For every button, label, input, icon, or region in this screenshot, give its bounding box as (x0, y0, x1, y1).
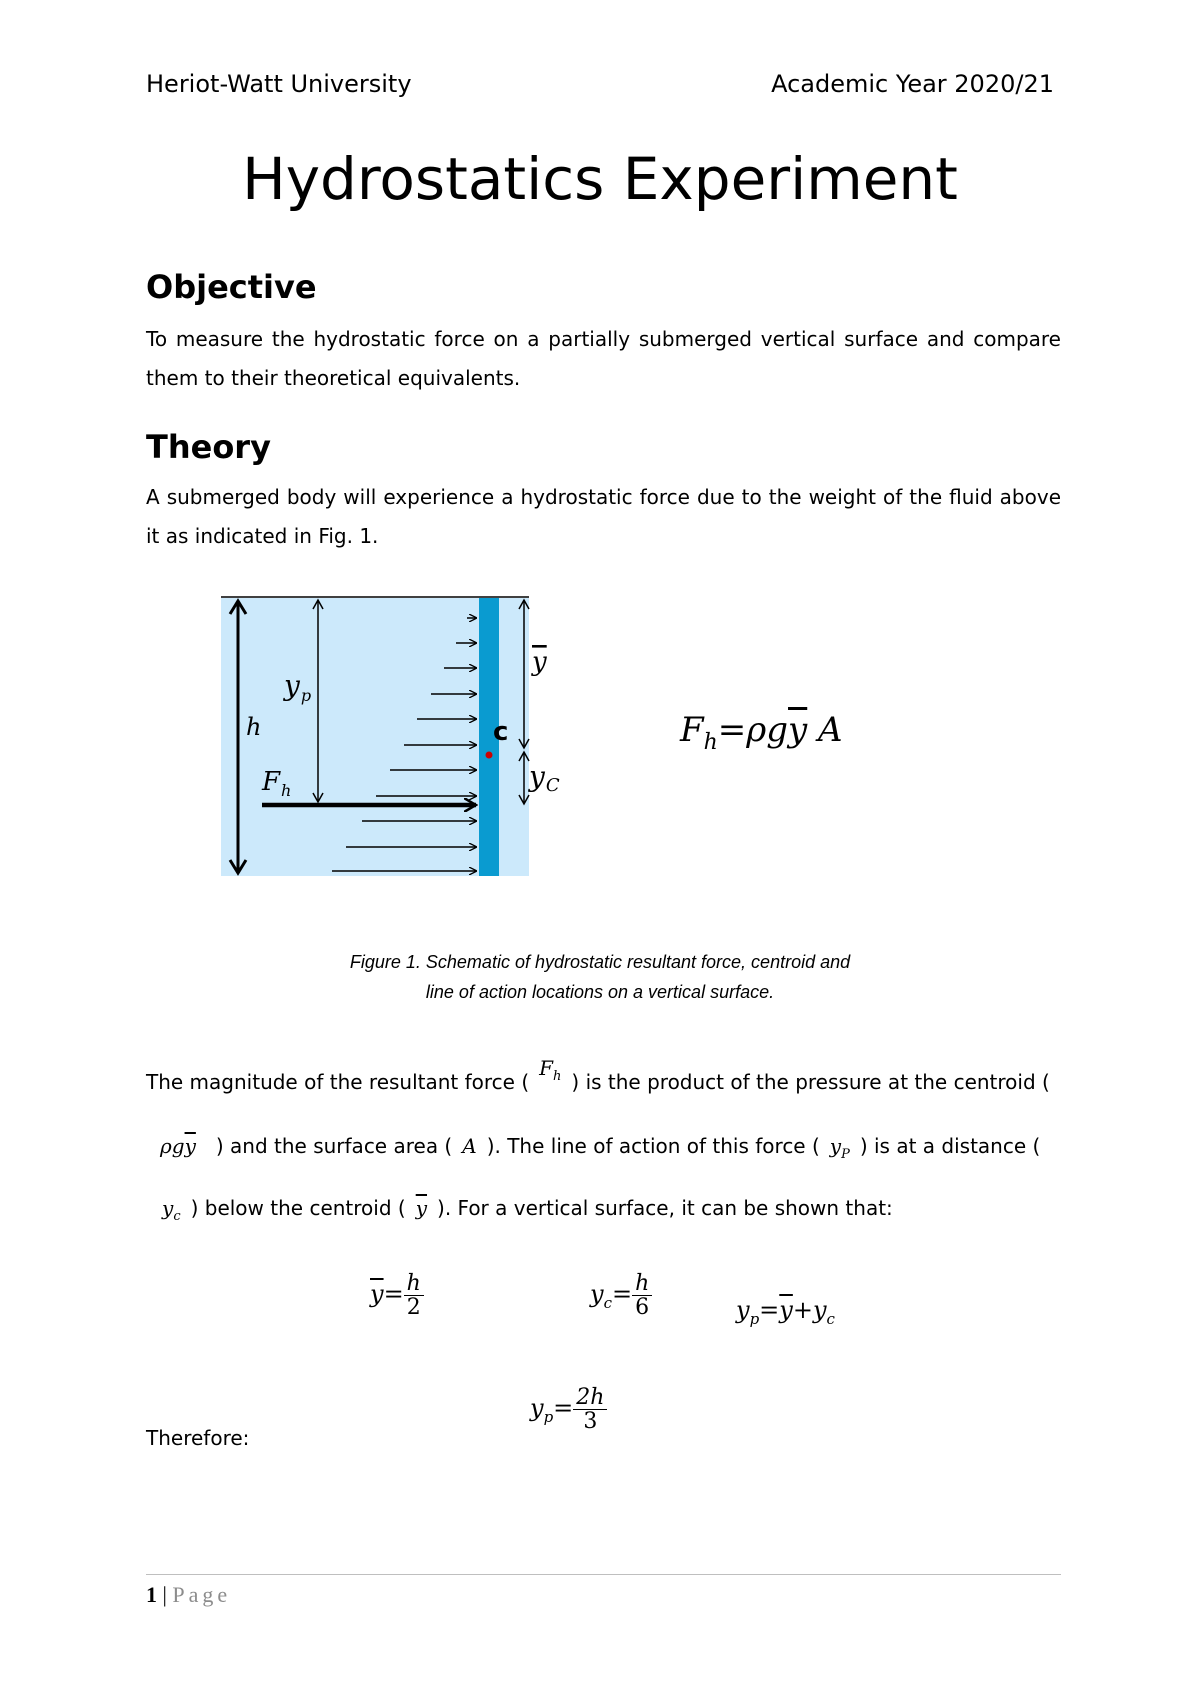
theory-heading: Theory (146, 428, 271, 466)
label-h: h (246, 713, 262, 741)
objective-heading: Objective (146, 268, 317, 306)
label-ybar: y (532, 647, 547, 677)
figure-caption-line-1: Figure 1. Schematic of hydrostatic resultant force, centroid and (349, 952, 851, 972)
equation-ybar: $\overline{y}=$ $\frac{h}{2}$ (370, 1272, 424, 1319)
symbol-area: A (462, 1134, 477, 1158)
page-number: 1 (146, 1582, 157, 1607)
resultant-force-equation: $F_h=\rho g\overline{y}$ A (680, 710, 843, 755)
symbol-ybar: $\overline{y}$ (415, 1196, 428, 1220)
page-title: Hydrostatics Experiment (242, 145, 958, 213)
equation-yp-sum: $y_p=\overline{y}+y_c$ (736, 1296, 835, 1328)
therefore-label: Therefore: (146, 1426, 250, 1450)
equation-yc: $y_c=$ $\frac{h}{6}$ (590, 1272, 652, 1319)
label-yp: $y_p$ (284, 669, 312, 705)
symbol-rho-g-ybar: $\rho g\overline{y}$ (160, 1134, 196, 1158)
objective-paragraph: To measure the hydrostatic force on a partially submerged vertical surface and compare them to their theoretical equivalents. (146, 327, 1061, 390)
label-yc: yC (529, 760, 560, 796)
symbol-yp: $y_P$ (829, 1134, 850, 1162)
header-institution: Heriot-Watt University (146, 70, 412, 98)
body-line-1: The magnitude of the resultant force ($F_h$ ) is the product of the pressure at the centroid ( (146, 1056, 1050, 1094)
page-label: Page (172, 1582, 232, 1607)
theory-paragraph: A submerged body will experience a hydrostatic force due to the weight of the fluid above it as indicated in Fig. 1. (146, 485, 1061, 548)
body-line-2: $\rho g\overline{y}$ ) and the surface area ( A ). The line of action of this force ( $y_P$ ) is at a distance ( (160, 1134, 1041, 1162)
equation-yp-result: $y_p=$ $\frac{2h}{3}$ (530, 1386, 607, 1433)
figure-caption-line-2: line of action locations on a vertical surface. (425, 982, 775, 1002)
centroid-dot (486, 752, 493, 759)
header-academic-year: Academic Year 2020/21 (771, 70, 1054, 98)
label-c: c (493, 717, 509, 747)
body-line-3: $y_c$ ) below the centroid ( $\overline{y}$ ). For a vertical surface, it can be shown that: (162, 1196, 893, 1224)
page-footer: 1 | Page (146, 1582, 232, 1607)
symbol-fh: $F_h$ (539, 1056, 562, 1084)
hydrostatic-force-diagram (218, 590, 560, 880)
footer-divider (146, 1574, 1061, 1575)
label-fh: $F_h$ (262, 767, 292, 800)
symbol-yc: $y_c$ (162, 1196, 181, 1224)
